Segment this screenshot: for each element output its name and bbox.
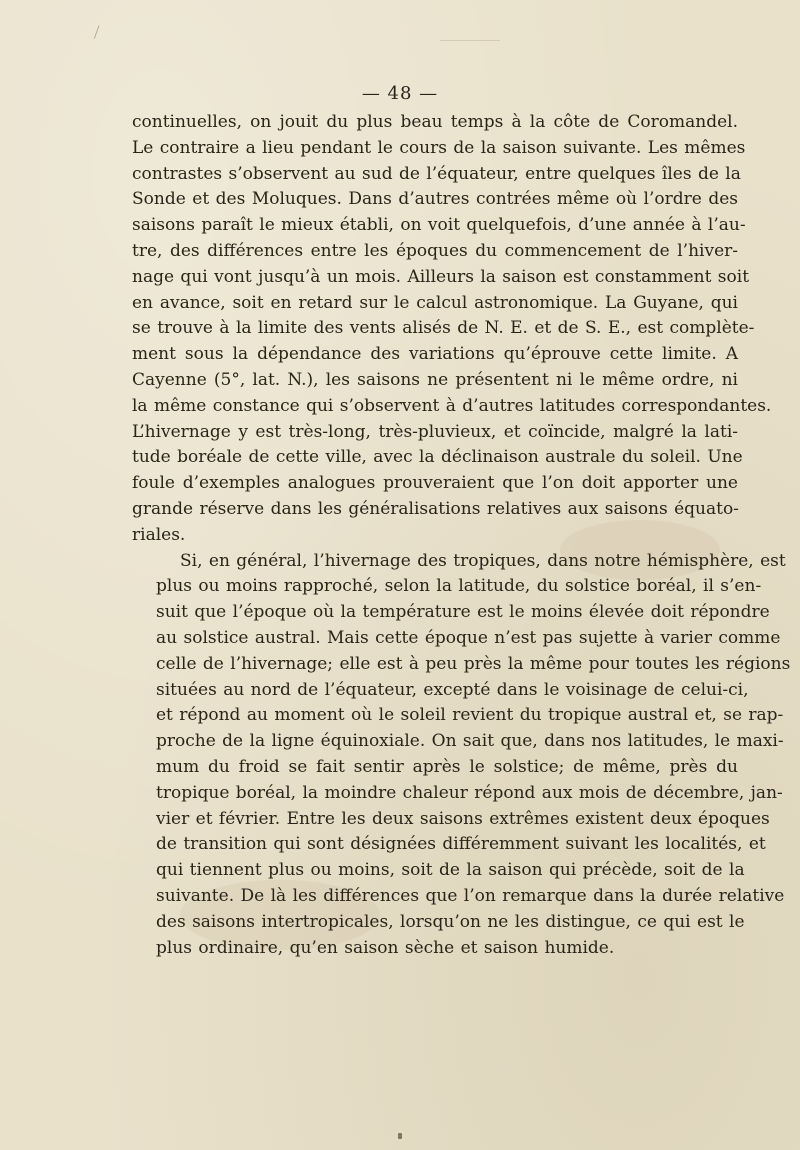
margin-mark bbox=[94, 25, 105, 41]
text-line: mum du froid se fait sentir après le solstice; de même, près du bbox=[156, 756, 738, 777]
text-line: foule d’exemples analogues prouveraient que l’on doit apporter une bbox=[132, 473, 738, 494]
text-line: plus ordinaire, qu’en saison sèche et saison humide. bbox=[156, 937, 615, 958]
page-number: — 48 — bbox=[361, 83, 439, 104]
text-line: grande réserve dans les généralisations relatives aux saisons équato- bbox=[132, 498, 739, 519]
paragraph bbox=[132, 110, 772, 549]
text-line: tropique boréal, la moindre chaleur répond aux mois de décembre, jan- bbox=[156, 782, 783, 803]
text-line: riales. bbox=[132, 524, 186, 545]
text-line: saisons paraît le mieux établi, on voit quelquefois, d’une année à l’au- bbox=[132, 215, 746, 236]
text-line: tude boréale de cette ville, avec la déclinaison australe du soleil. Une bbox=[132, 447, 743, 468]
text-line: Sonde et des Moluques. Dans d’autres contrées même où l’ordre des bbox=[132, 189, 738, 210]
text-line: tre, des différences entre les époques du commencement de l’hiver- bbox=[132, 240, 738, 261]
text-line: nage qui vont jusqu’à un mois. Ailleurs la saison est constamment soit bbox=[132, 266, 750, 287]
text-line: Le contraire a lieu pendant le cours de la saison suivante. Les mêmes bbox=[132, 137, 746, 158]
text-line: se trouve à la limite des vents alisés de N. E. et de S. E., est complète- bbox=[132, 318, 755, 339]
text-line: Cayenne (5°, lat. N.), les saisons ne présentent ni le même ordre, ni bbox=[132, 369, 738, 390]
top-faint-line bbox=[440, 40, 500, 41]
text-line: ment sous la dépendance des variations qu’éprouve cette limite. A bbox=[132, 344, 738, 365]
bottom-mark bbox=[398, 1133, 402, 1139]
text-line: au solstice austral. Mais cette époque n’est pas sujette à varier comme bbox=[156, 627, 781, 648]
text-line: et répond au moment où le soleil revient du tropique austral et, se rap- bbox=[156, 705, 784, 726]
text-line: contrastes s’observent au sud de l’équateur, entre quelques îles de la bbox=[132, 163, 741, 184]
text-line: qui tiennent plus ou moins, soit de la saison qui précède, soit de la bbox=[156, 860, 745, 881]
text-line: proche de la ligne équinoxiale. On sait que, dans nos latitudes, le maxi- bbox=[156, 731, 784, 752]
text-line: la même constance qui s’observent à d’autres latitudes correspondantes. bbox=[132, 395, 772, 416]
text-line: situées au nord de l’équateur, excepté dans le voisinage de celui-ci, bbox=[156, 679, 749, 700]
text-line: suivante. De là les différences que l’on remarque dans la durée relative bbox=[156, 885, 785, 906]
text-line: des saisons intertropicales, lorsqu’on ne les distingue, ce qui est le bbox=[156, 911, 745, 932]
text-line: suit que l’époque où la température est le moins élevée doit répondre bbox=[156, 602, 770, 623]
body-text bbox=[132, 110, 791, 961]
text-line: vier et février. Entre les deux saisons extrêmes existent deux époques bbox=[156, 808, 770, 829]
text-line: de transition qui sont désignées différemment suivant les localités, et bbox=[156, 834, 766, 855]
text-line: continuelles, on jouit du plus beau temps à la côte de Coromandel. bbox=[132, 112, 738, 132]
paragraph bbox=[132, 549, 791, 962]
text-line: en avance, soit en retard sur le calcul astronomique. La Guyane, qui bbox=[132, 292, 738, 313]
text-line: plus ou moins rapproché, selon la latitude, du solstice boréal, il s’en- bbox=[156, 576, 762, 597]
text-line: Si, en général, l’hivernage des tropiques, dans notre hémisphère, est bbox=[180, 550, 786, 571]
text-line: celle de l’hivernage; elle est à peu près la même pour toutes les régions bbox=[156, 653, 791, 674]
text-line: L’hivernage y est très-long, très-pluvieux, et coïncide, malgré la lati- bbox=[132, 421, 738, 442]
